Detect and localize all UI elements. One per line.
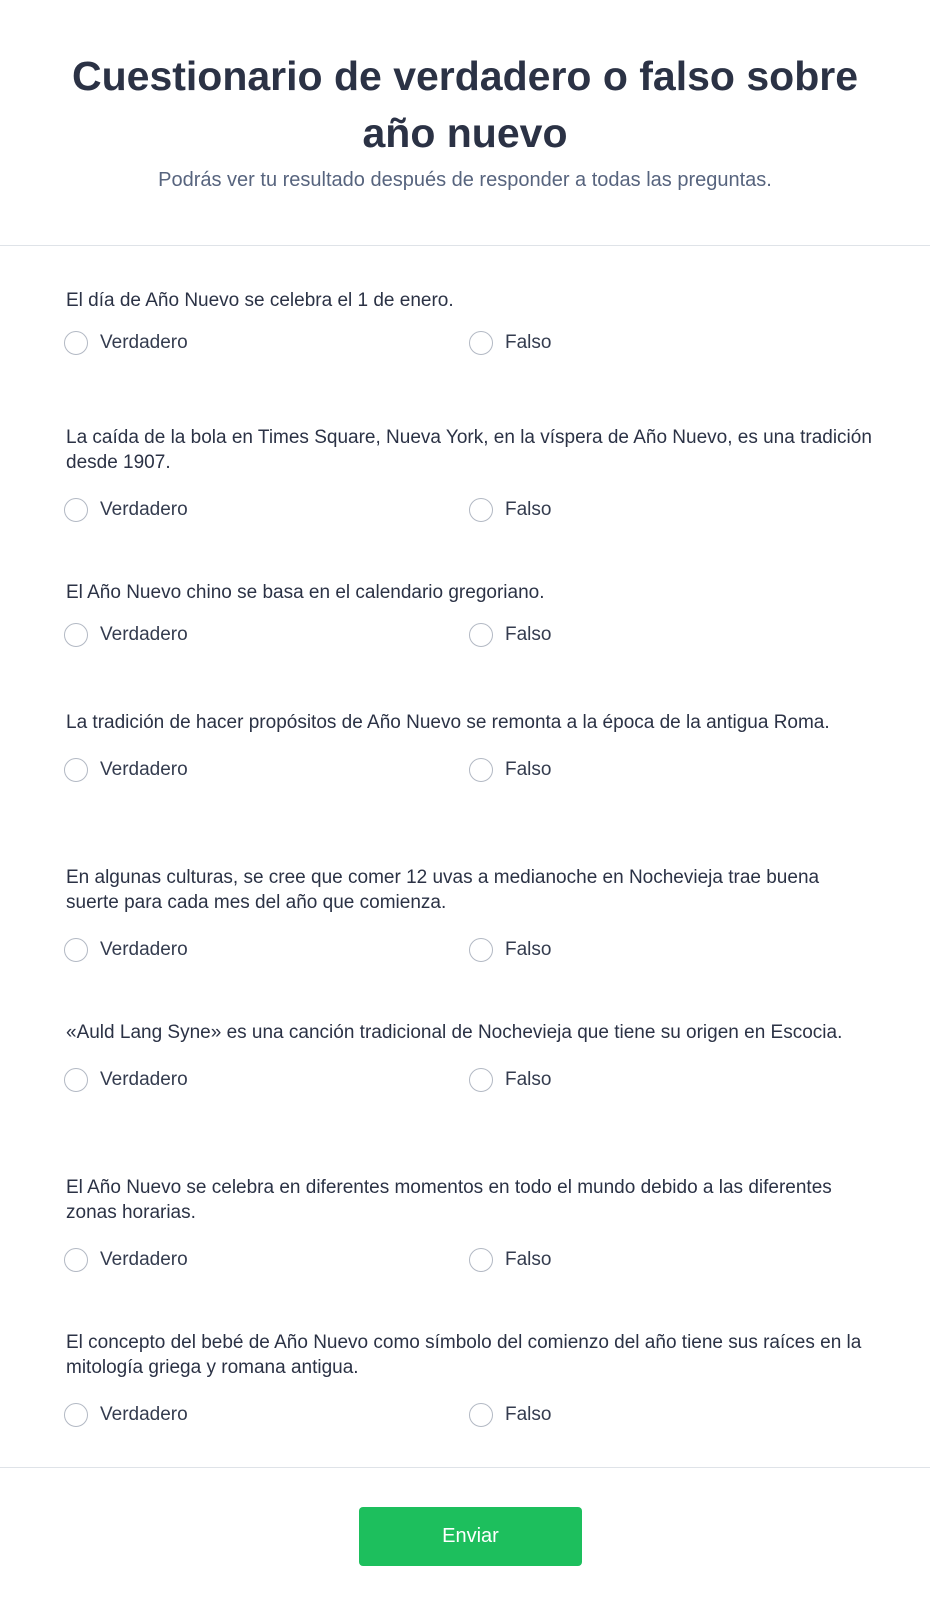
radio-button[interactable] [64,758,88,782]
option-label: Falso [505,939,552,960]
question-7 [66,1175,876,1275]
radio-button[interactable] [64,1403,88,1427]
answer-options [66,755,876,785]
question-6 [66,1020,876,1095]
radio-button[interactable] [64,1248,88,1272]
option-falso[interactable] [469,1400,551,1430]
option-verdadero[interactable] [64,755,188,785]
radio-button[interactable] [469,331,493,355]
radio-button[interactable] [469,938,493,962]
question-text: En algunas culturas, se cree que comer 12 uvas a medianoche en Nochevieja trae buena suerte para cada mes del año que comienza. [66,867,820,913]
option-label: Falso [505,332,552,353]
option-falso[interactable] [469,495,551,525]
quiz-footer [0,1467,930,1615]
option-label: Verdadero [100,332,188,353]
option-verdadero[interactable] [64,620,188,650]
option-label: Falso [505,1404,552,1425]
question-8 [66,1330,876,1430]
question-text: El concepto del bebé de Año Nuevo como símbolo del comienzo del año tiene sus raíces en la mitología griega y romana antigua. [66,1332,862,1378]
option-label: Falso [505,499,552,520]
question-text: La caída de la bola en Times Square, Nueva York, en la víspera de Año Nuevo, es una tradición desde 1907. [66,427,872,473]
option-verdadero[interactable] [64,935,188,965]
radio-button[interactable] [64,623,88,647]
radio-button[interactable] [469,758,493,782]
answer-options [66,1065,876,1095]
radio-button[interactable] [64,498,88,522]
radio-button[interactable] [64,1068,88,1092]
option-falso[interactable] [469,328,551,358]
radio-button[interactable] [64,331,88,355]
option-verdadero[interactable] [64,495,188,525]
option-label: Falso [505,1249,552,1270]
radio-button[interactable] [469,1068,493,1092]
answer-options [66,620,876,650]
option-falso[interactable] [469,620,551,650]
answer-options [66,1400,876,1430]
option-verdadero[interactable] [64,1245,188,1275]
option-label: Falso [505,759,552,780]
question-5 [66,865,876,965]
question-4 [66,710,876,785]
option-verdadero[interactable] [64,1065,188,1095]
option-verdadero[interactable] [64,328,188,358]
option-label: Verdadero [100,1069,188,1090]
radio-button[interactable] [469,498,493,522]
answer-options [66,1245,876,1275]
question-text: «Auld Lang Syne» es una canción tradicional de Nochevieja que tiene su origen en Escocia. [66,1022,843,1043]
option-label: Verdadero [100,939,188,960]
option-falso[interactable] [469,935,551,965]
answer-options [66,495,876,525]
page-subtitle: Podrás ver tu resultado después de responder a todas las preguntas. [158,169,772,191]
question-3 [66,580,876,650]
option-falso[interactable] [469,755,551,785]
question-text: El Año Nuevo se celebra en diferentes momentos en todo el mundo debido a las diferentes zonas horarias. [66,1177,832,1223]
option-label: Verdadero [100,1249,188,1270]
answer-options [66,935,876,965]
question-text: El Año Nuevo chino se basa en el calendario gregoriano. [66,582,545,603]
question-1 [66,288,876,358]
option-falso[interactable] [469,1065,551,1095]
option-label: Verdadero [100,1404,188,1425]
question-text: La tradición de hacer propósitos de Año Nuevo se remonta a la época de la antigua Roma. [66,712,830,733]
option-label: Falso [505,624,552,645]
option-label: Falso [505,1069,552,1090]
option-label: Verdadero [100,624,188,645]
submit-button[interactable]: Enviar [359,1507,582,1566]
radio-button[interactable] [469,1248,493,1272]
radio-button[interactable] [64,938,88,962]
option-verdadero[interactable] [64,1400,188,1430]
option-label: Verdadero [100,499,188,520]
question-2 [66,425,876,525]
option-falso[interactable] [469,1245,551,1275]
option-label: Verdadero [100,759,188,780]
radio-button[interactable] [469,1403,493,1427]
question-text: El día de Año Nuevo se celebra el 1 de enero. [66,290,454,311]
radio-button[interactable] [469,623,493,647]
answer-options [66,328,876,358]
page-title: Cuestionario de verdadero o falso sobre año nuevo [71,53,859,156]
quiz-header [0,0,930,246]
